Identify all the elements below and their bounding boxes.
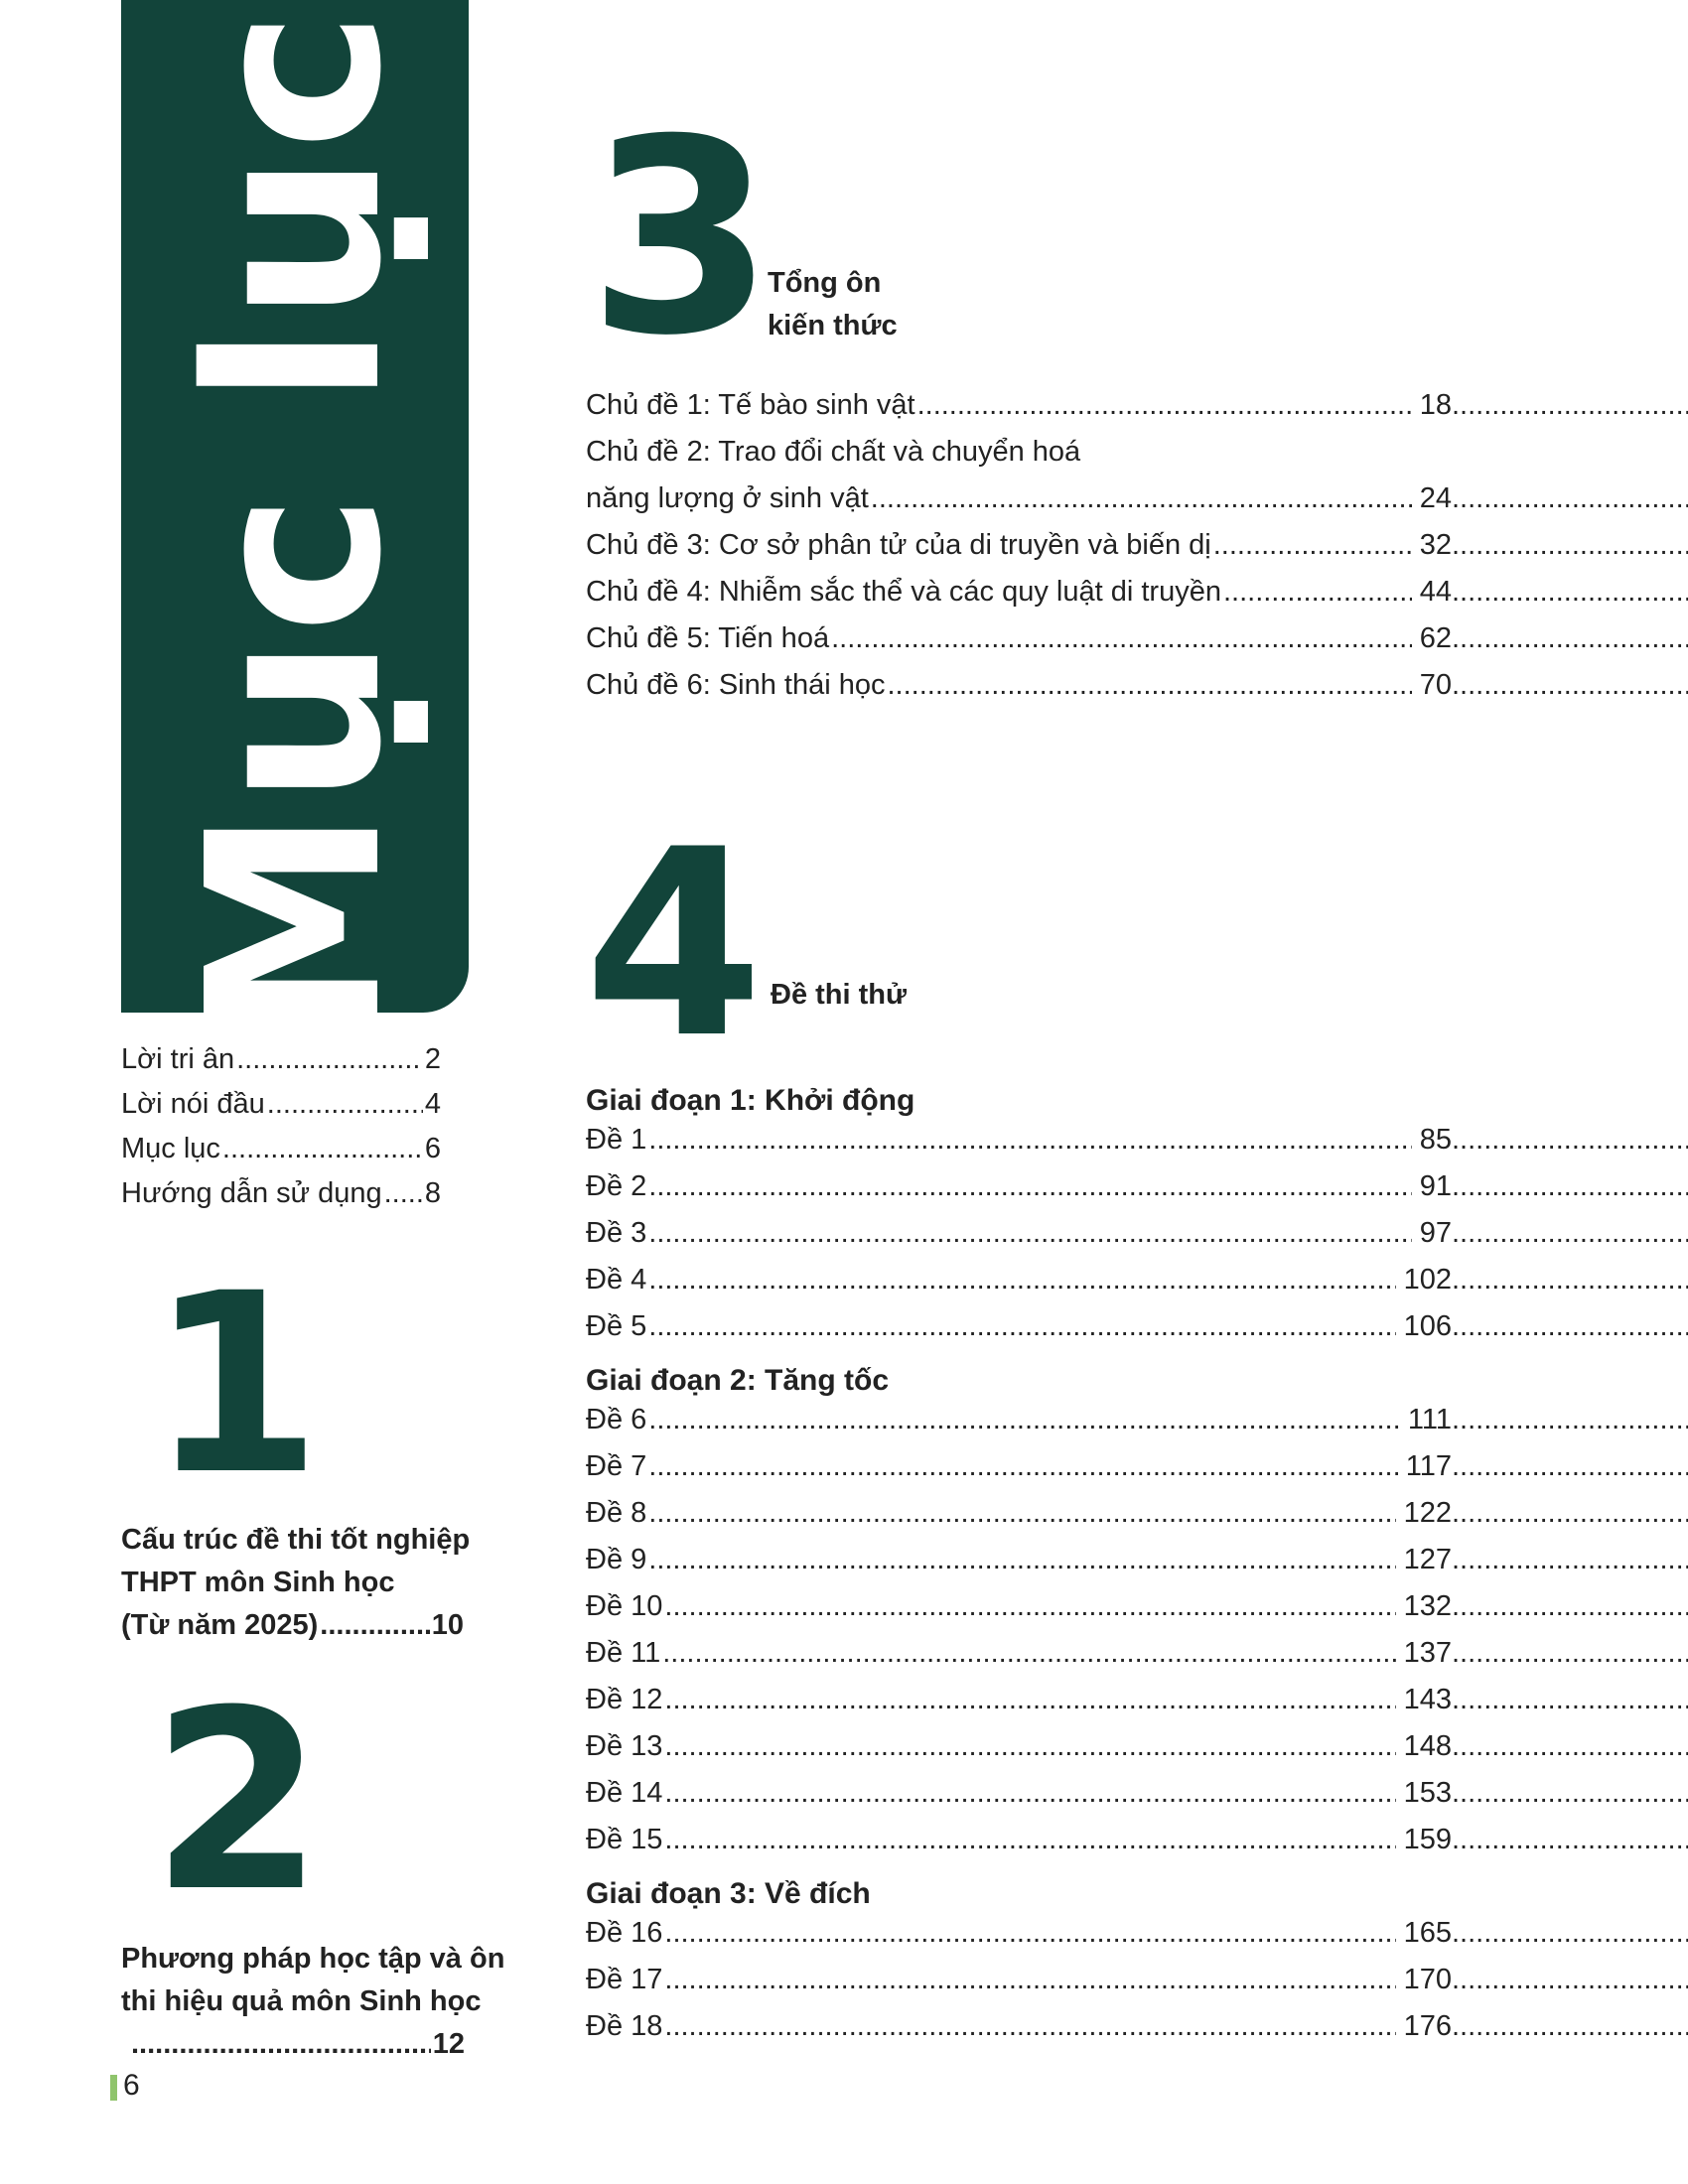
exam-item[interactable]: [586, 1637, 1688, 1684]
exam-item[interactable]: [586, 1404, 1688, 1450]
dot-leader: [1452, 1730, 1688, 1763]
exam-page: 97: [1419, 1217, 1452, 1249]
exam-label: Đề 16: [586, 1917, 663, 1949]
dot-leader: [267, 1082, 423, 1127]
dot-leader: [1452, 2010, 1688, 2043]
dot-leader: [648, 1170, 1411, 1203]
toc-item[interactable]: [586, 389, 1688, 436]
section-1-title-row: [121, 1604, 464, 1647]
dot-leader: [1452, 529, 1688, 562]
exam-label: Đề 9: [586, 1544, 647, 1575]
dot-leader: [664, 1777, 1395, 1810]
toc-item[interactable]: [586, 482, 1688, 529]
exam-page: 102: [1403, 1264, 1452, 1296]
toc-label: Chủ đề 3: Cơ sở phân tử của di truyền và biến dị: [586, 529, 1211, 561]
exam-label: Đề 7: [586, 1450, 647, 1482]
section-2-page: 12: [432, 2028, 465, 2060]
exam-label: Đề 1: [586, 1124, 647, 1156]
dot-leader: [1452, 1310, 1688, 1343]
toc-item[interactable]: [586, 669, 1688, 716]
exam-item[interactable]: [586, 1264, 1688, 1310]
exam-item[interactable]: [586, 1544, 1688, 1590]
intro-item[interactable]: [121, 1127, 441, 1171]
dot-leader: [664, 2010, 1395, 2043]
exam-page: 153: [1403, 1777, 1452, 1809]
dot-leader: [1452, 669, 1688, 702]
exam-label: Đề 13: [586, 1730, 663, 1762]
exam-page: 170: [1403, 1964, 1452, 1995]
section-2-title-line: thi hiệu quả môn Sinh học: [121, 1985, 482, 2017]
dot-leader: [664, 1824, 1395, 1856]
section-2-number: 2: [151, 1657, 324, 1946]
title-banner: [121, 0, 469, 1045]
exam-page: 91: [1419, 1170, 1452, 1202]
exam-label: Đề 8: [586, 1497, 647, 1529]
section-4-number: 4: [584, 795, 764, 1095]
exam-page: 132: [1403, 1590, 1452, 1622]
section-1-title-line: THPT môn Sinh học: [121, 1567, 395, 1598]
exam-page: 122: [1403, 1497, 1452, 1529]
exam-page: 106: [1403, 1310, 1452, 1342]
exam-item[interactable]: [586, 1824, 1688, 1870]
exam-item[interactable]: [586, 1590, 1688, 1637]
section-1-title[interactable]: [121, 1519, 518, 1647]
intro-label: Hướng dẫn sử dụng: [121, 1177, 382, 1209]
dot-leader: [648, 1544, 1395, 1576]
section-3-title-line: Tổng ôn: [768, 267, 882, 299]
intro-page: 4: [424, 1088, 441, 1120]
exam-item[interactable]: [586, 1170, 1688, 1217]
toc-item[interactable]: [586, 622, 1688, 669]
exam-item[interactable]: [586, 1310, 1688, 1357]
exam-label: Đề 12: [586, 1684, 663, 1715]
dot-leader: [871, 482, 1412, 515]
exam-label: Đề 2: [586, 1170, 647, 1202]
dot-leader: [648, 1497, 1395, 1530]
dot-leader: [1452, 1544, 1688, 1576]
exam-label: Đề 5: [586, 1310, 647, 1342]
dot-leader: [222, 1127, 423, 1171]
topic-list: [586, 389, 1688, 716]
dot-leader: [1452, 1964, 1688, 1996]
dot-leader: [648, 1264, 1395, 1297]
exam-item[interactable]: [586, 1450, 1688, 1497]
section-3-title: [768, 262, 898, 347]
exam-label: Đề 14: [586, 1777, 663, 1809]
exam-page: 85: [1419, 1124, 1452, 1156]
exam-item[interactable]: [586, 1217, 1688, 1264]
intro-page: 2: [424, 1043, 441, 1075]
section-2-title-line: Phương pháp học tập và ôn: [121, 1943, 505, 1975]
dot-leader: [887, 669, 1411, 702]
dot-leader: [1452, 1264, 1688, 1297]
section-3-title-line: kiến thức: [768, 310, 898, 341]
dot-leader: [664, 1730, 1395, 1763]
exam-label: Đề 4: [586, 1264, 647, 1296]
exam-item[interactable]: [586, 2010, 1688, 2057]
dot-leader: [1452, 1124, 1688, 1157]
section-1-title-line: (Từ năm 2025): [121, 1609, 319, 1641]
exam-item[interactable]: [586, 1917, 1688, 1964]
exam-item[interactable]: [586, 1497, 1688, 1544]
exam-item[interactable]: [586, 1730, 1688, 1777]
banner-title: Mục lục: [156, 7, 434, 1045]
exam-item[interactable]: [586, 1124, 1688, 1170]
intro-page: 8: [424, 1177, 441, 1209]
exam-page: 143: [1403, 1684, 1452, 1715]
dot-leader: [1452, 576, 1688, 609]
dot-leader: [1452, 1824, 1688, 1856]
toc-page: 24: [1419, 482, 1452, 514]
intro-label: Lời nói đầu: [121, 1088, 265, 1120]
dot-leader: [1452, 1497, 1688, 1530]
exam-page: 165: [1403, 1917, 1452, 1949]
dot-leader: [917, 389, 1412, 422]
page-marker: [110, 2075, 117, 2101]
intro-list: [121, 1037, 441, 1216]
exam-label: Đề 3: [586, 1217, 647, 1249]
dot-leader: [648, 1450, 1398, 1483]
intro-item[interactable]: [121, 1171, 441, 1216]
exam-item[interactable]: [586, 1964, 1688, 2010]
dot-leader: [236, 1037, 423, 1082]
section-2-title-row: [129, 2023, 465, 2066]
toc-label: Chủ đề 6: Sinh thái học: [586, 669, 886, 701]
toc-label: năng lượng ở sinh vật: [586, 482, 869, 514]
dot-leader: [1452, 1450, 1688, 1483]
intro-page: 6: [424, 1133, 441, 1164]
exam-label: Đề 11: [586, 1637, 661, 1669]
exam-item[interactable]: [586, 1684, 1688, 1730]
section-1-page: 10: [431, 1609, 464, 1641]
dot-leader: [1223, 576, 1412, 609]
dot-leader: [648, 1404, 1400, 1436]
toc-page: 18: [1419, 389, 1452, 421]
dot-leader: [1452, 1777, 1688, 1810]
dot-leader: [1452, 1590, 1688, 1623]
stage-3-title: Giai đoạn 3: Về đích: [586, 1877, 871, 1910]
exam-page: 111: [1407, 1404, 1452, 1435]
section-2-title[interactable]: [121, 1938, 538, 2066]
exam-label: Đề 17: [586, 1964, 663, 1995]
dot-leader: [664, 1590, 1395, 1623]
exam-page: 176: [1403, 2010, 1452, 2042]
dot-leader: [1452, 1170, 1688, 1203]
toc-page: 32: [1419, 529, 1452, 561]
dot-leader: [1213, 529, 1412, 562]
dot-leader: [648, 1217, 1411, 1250]
toc-page: 44: [1419, 576, 1452, 608]
dot-leader: [664, 1917, 1395, 1950]
dot-leader: [131, 2023, 431, 2066]
toc-item[interactable]: [586, 436, 1688, 482]
section-1-number: 1: [149, 1240, 322, 1529]
toc-label: Chủ đề 2: Trao đổi chất và chuyển hoá: [586, 436, 1081, 468]
exam-label: Đề 18: [586, 2010, 663, 2042]
exam-page: 159: [1403, 1824, 1452, 1855]
intro-label: Lời tri ân: [121, 1043, 235, 1075]
dot-leader: [1452, 622, 1688, 655]
dot-leader: [1452, 482, 1688, 515]
exam-label: Đề 15: [586, 1824, 663, 1855]
dot-leader: [648, 1310, 1395, 1343]
dot-leader: [662, 1637, 1395, 1670]
dot-leader: [1452, 1684, 1688, 1716]
exam-label: Đề 6: [586, 1404, 647, 1435]
toc-label: Chủ đề 4: Nhiễm sắc thể và các quy luật di truyền: [586, 576, 1221, 608]
toc-page: 62: [1419, 622, 1452, 654]
stage-1-title: Giai đoạn 1: Khởi động: [586, 1084, 915, 1117]
page-number: 6: [123, 2069, 140, 2102]
toc-label: Chủ đề 5: Tiến hoá: [586, 622, 830, 654]
dot-leader: [384, 1171, 423, 1216]
dot-leader: [1452, 1404, 1688, 1436]
dot-leader: [648, 1124, 1411, 1157]
toc-page: 70: [1419, 669, 1452, 701]
section-4-title: Đề thi thử: [771, 979, 907, 1011]
section-1-title-line: Cấu trúc đề thi tốt nghiệp: [121, 1524, 471, 1556]
exam-item[interactable]: [586, 1777, 1688, 1824]
exam-page: 137: [1403, 1637, 1452, 1669]
exam-page: 148: [1403, 1730, 1452, 1762]
toc-item[interactable]: [586, 576, 1688, 622]
toc-item[interactable]: [586, 529, 1688, 576]
dot-leader: [664, 1964, 1395, 1996]
exam-list: [586, 1077, 1688, 2057]
intro-item[interactable]: [121, 1037, 441, 1082]
dot-leader: [831, 622, 1412, 655]
toc-label: Chủ đề 1: Tế bào sinh vật: [586, 389, 915, 421]
intro-label: Mục lục: [121, 1133, 220, 1164]
dot-leader: [1452, 389, 1688, 422]
section-3-number: 3: [588, 81, 774, 394]
dot-leader: [664, 1684, 1395, 1716]
dot-leader: [1452, 1637, 1688, 1670]
exam-label: Đề 10: [586, 1590, 663, 1622]
dot-leader: [320, 1604, 429, 1647]
dot-leader: [1452, 1217, 1688, 1250]
exam-page: 127: [1403, 1544, 1452, 1575]
intro-item[interactable]: [121, 1082, 441, 1127]
stage-2-title: Giai đoạn 2: Tăng tốc: [586, 1364, 890, 1397]
dot-leader: [1452, 1917, 1688, 1950]
exam-page: 117: [1405, 1450, 1452, 1482]
